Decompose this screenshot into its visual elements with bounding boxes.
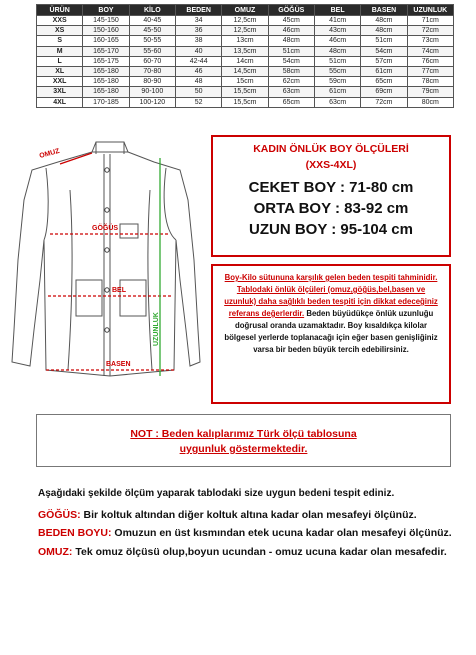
table-cell: XXL [37, 77, 83, 87]
table-header-cell: GÖĞÜS [268, 5, 314, 16]
table-cell: 50-55 [129, 36, 175, 46]
table-cell: 71cm [407, 16, 453, 26]
table-cell: 72cm [361, 97, 407, 107]
table-cell: 13cm [222, 36, 268, 46]
info-red-text: Boy-Kilo sütununa karşılık gelen beden tespiti tahminidir. Tablodaki önlük ölçüleri (omuz,göğüs,bel,basen ve uzunluk) daha sağlıklı beden tespiti için dikkat edeceğiniz referans değerlerdir. [224, 273, 438, 318]
table-cell: 14,5cm [222, 66, 268, 76]
table-cell: 4XL [37, 97, 83, 107]
table-cell: 48cm [361, 26, 407, 36]
table-cell: 48cm [268, 36, 314, 46]
measure-intro: Aşağıdaki şekilde ölçüm yaparak tablodaki size uygun bedeni tespit ediniz. [38, 488, 395, 499]
table-cell: 170-185 [83, 97, 129, 107]
table-row [37, 36, 454, 46]
note-line-1: NOT : Beden kalıplarımız Türk ölçü tablosuna [130, 428, 357, 440]
lengths-box [211, 135, 451, 257]
table-row [37, 16, 454, 26]
length-ceket: CEKET BOY : 71-80 cm [248, 179, 414, 196]
table-cell: 63cm [268, 87, 314, 97]
table-cell: 15,5cm [222, 97, 268, 107]
info-black-text: Beden büyüdükçe önlük uzunluğu doğrusal oranda uzamaktadır. Boy kısaldıkça kilolar bölgesel yerlerde toplanacağı için eğer basen genişliğiniz varsa bir beden büyük tercih edebilirsiniz. [224, 309, 438, 354]
uzunluk-label: UZUNLUK [153, 312, 160, 346]
table-cell: 58cm [268, 66, 314, 76]
button-icon [105, 288, 109, 292]
table-cell: 48cm [361, 16, 407, 26]
length-uzun: UZUN BOY : 95-104 cm [249, 221, 413, 238]
lengths-subtitle: (XXS-4XL) [305, 159, 357, 171]
table-cell: 48cm [314, 46, 360, 56]
table-cell: 45-50 [129, 26, 175, 36]
table-cell: 46cm [268, 26, 314, 36]
table-cell: 34 [175, 16, 221, 26]
table-cell: 51cm [361, 36, 407, 46]
table-cell: 54cm [361, 46, 407, 56]
table-cell: 59cm [314, 77, 360, 87]
note-box [36, 414, 451, 467]
table-header-cell: KİLO [129, 5, 175, 16]
table-cell: 165-180 [83, 66, 129, 76]
table-cell: 79cm [407, 87, 453, 97]
lengths-title: KADIN ÖNLÜK BOY ÖLÇÜLERİ [253, 143, 409, 155]
table-row [37, 66, 454, 76]
table-cell: S [37, 36, 83, 46]
info-box [211, 264, 451, 404]
note-line-2: uygunluk göstermektedir. [179, 443, 308, 455]
table-cell: 12,5cm [222, 16, 268, 26]
size-chart-table [36, 4, 454, 108]
table-cell: 60-70 [129, 56, 175, 66]
omuz-label: OMUZ [38, 147, 61, 160]
table-cell: L [37, 56, 83, 66]
table-header-cell: BEDEN [175, 5, 221, 16]
basen-label: BASEN [106, 361, 131, 368]
table-cell: 42-44 [175, 56, 221, 66]
table-cell: 45cm [268, 16, 314, 26]
table-cell: 38 [175, 36, 221, 46]
table-cell: 165-180 [83, 77, 129, 87]
table-header-cell: OMUZ [222, 5, 268, 16]
table-cell: 51cm [268, 46, 314, 56]
table-cell: 63cm [314, 97, 360, 107]
table-row [37, 97, 454, 107]
table-cell: 12,5cm [222, 26, 268, 36]
table-cell: 15,5cm [222, 87, 268, 97]
table-row [37, 77, 454, 87]
table-cell: 40-45 [129, 16, 175, 26]
table-cell: XXS [37, 16, 83, 26]
table-cell: 72cm [407, 26, 453, 36]
length-orta: ORTA BOY : 83-92 cm [253, 200, 409, 217]
table-cell: 78cm [407, 77, 453, 87]
table-cell: 3XL [37, 87, 83, 97]
table-cell: 15cm [222, 77, 268, 87]
gogus-label: GÖĞÜS [92, 225, 119, 232]
table-cell: M [37, 46, 83, 56]
button-icon [105, 168, 109, 172]
table-cell: 145-150 [83, 16, 129, 26]
measure-item-omuz: OMUZ: Tek omuz ölçüsü olup,boyun ucundan - omuz ucuna kadar olan mesafedir. [38, 545, 447, 558]
table-cell: 100-120 [129, 97, 175, 107]
table-cell: 52 [175, 97, 221, 107]
table-cell: 160-165 [83, 36, 129, 46]
table-cell: 150-160 [83, 26, 129, 36]
table-cell: 76cm [407, 56, 453, 66]
table-header-cell: ÜRÜN [37, 5, 83, 16]
measure-instructions [38, 486, 458, 563]
table-cell: 165-170 [83, 46, 129, 56]
body-outline [12, 152, 200, 376]
table-cell: 90-100 [129, 87, 175, 97]
table-cell: 14cm [222, 56, 268, 66]
table-cell: XL [37, 66, 83, 76]
table-cell: 51cm [314, 56, 360, 66]
table-cell: 41cm [314, 16, 360, 26]
table-row [37, 26, 454, 36]
table-row [37, 87, 454, 97]
table-cell: 48 [175, 77, 221, 87]
table-cell: 50 [175, 87, 221, 97]
table-cell: 61cm [314, 87, 360, 97]
note-text [37, 427, 450, 457]
measure-item-beden-boyu: BEDEN BOYU: Omuzun en üst kısmından etek ucuna kadar olan mesafeyi ölçünüz. [38, 527, 452, 539]
table-header-cell: BOY [83, 5, 129, 16]
table-cell: 74cm [407, 46, 453, 56]
button-icon [105, 328, 109, 332]
button-icon [105, 248, 109, 252]
table-cell: XS [37, 26, 83, 36]
table-cell: 73cm [407, 36, 453, 46]
table-row [37, 56, 454, 66]
measure-item-gogus: GÖĞÜS: Bir koltuk altından diğer koltuk altına kadar olan mesafeyi ölçünüz. [38, 508, 417, 521]
table-header-row [37, 5, 454, 16]
table-cell: 55-60 [129, 46, 175, 56]
table-cell: 61cm [361, 66, 407, 76]
table-cell: 40 [175, 46, 221, 56]
table-cell: 54cm [268, 56, 314, 66]
table-cell: 13,5cm [222, 46, 268, 56]
table-cell: 57cm [361, 56, 407, 66]
table-cell: 165-175 [83, 56, 129, 66]
table-cell: 65cm [361, 77, 407, 87]
table-cell: 70-80 [129, 66, 175, 76]
jacket-illustration [0, 130, 205, 402]
collar-shape [92, 142, 128, 152]
jacket-diagram [0, 130, 205, 402]
table-row [37, 46, 454, 56]
table-header-cell: BEL [314, 5, 360, 16]
table-cell: 55cm [314, 66, 360, 76]
table-cell: 46cm [314, 36, 360, 46]
button-icon [105, 208, 109, 212]
table-cell: 36 [175, 26, 221, 36]
table-cell: 165-180 [83, 87, 129, 97]
bel-label: BEL [112, 287, 126, 294]
omuz-measure-line [60, 153, 92, 164]
table-cell: 62cm [268, 77, 314, 87]
table-cell: 80-90 [129, 77, 175, 87]
table-cell: 65cm [268, 97, 314, 107]
table-header-cell: BASEN [361, 5, 407, 16]
table-cell: 69cm [361, 87, 407, 97]
table-cell: 77cm [407, 66, 453, 76]
table-header-cell: UZUNLUK [407, 5, 453, 16]
table-cell: 46 [175, 66, 221, 76]
table-cell: 43cm [314, 26, 360, 36]
table-cell: 80cm [407, 97, 453, 107]
